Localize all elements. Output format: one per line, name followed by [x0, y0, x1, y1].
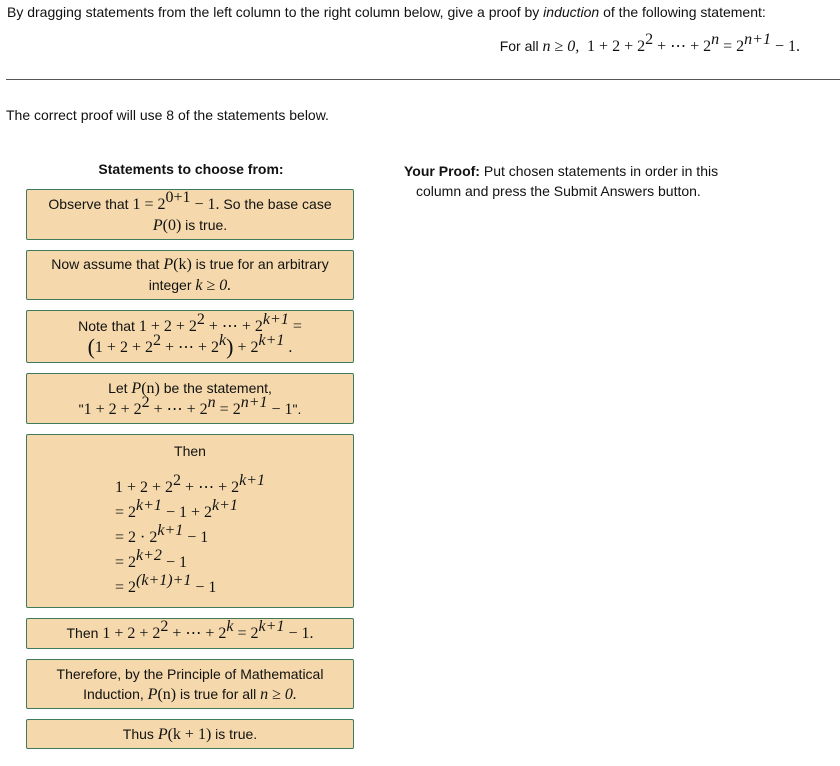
statement-card-conclusion[interactable]: Therefore, by the Principle of Mathematical Induction, P(n) is true for all n ≥ 0.: [26, 659, 354, 709]
theorem-statement: For all n ≥ 0, $1 + 2 + 2^2$ + ⋯ + $2^n = 2^{n+1} - 1$.: [499, 31, 800, 55]
instructions: [7, 4, 766, 20]
proof-heading-line2: column and press the Submit Answers button.: [416, 183, 701, 199]
proof-heading: Your Proof: Put chosen statements in order in this: [404, 163, 719, 179]
instructions-text-end: of the following statement:: [599, 4, 766, 20]
statement-card-computation[interactable]: [26, 434, 354, 608]
statement-card-base-case[interactable]: Observe that $1 = 2^{0+1} - 1$. So the base case P(0) is true.: [26, 189, 354, 240]
computation-title: Then: [174, 443, 206, 459]
divider: [6, 79, 840, 80]
instructions-text: By dragging statements from the left column to the right column below, give a proof by: [7, 4, 544, 20]
instructions-emphasis: induction: [543, 4, 600, 20]
statement-card-thus-pk1[interactable]: Thus P(k + 1) is true.: [26, 719, 354, 749]
choices-heading: Statements to choose from:: [98, 161, 284, 177]
statement-card-assume[interactable]: Now assume that P(k) is true for an arbitrary integer k ≥ 0.: [26, 250, 354, 300]
statement-card-note-split[interactable]: Note that $1 + 2 + 2^2$ + ⋯ + $2^{k+1}$ = ($1 + 2 + 2^2$ + ⋯ + $2^k) + 2^{k+1}$ .: [26, 310, 354, 363]
computation-steps: $1 + 2 + 2^2$ + ⋯ + $2^{k+1}$ = $2^{k+1} - 1 + 2^{k+1}$ = $2 \cdot 2^{k+1} - 1$ = $2^{k+2} - 1$ = $2^{(k+1)+1} - 1$: [115, 472, 265, 596]
statement-card-then-sum[interactable]: Then $1 + 2 + 2^2$ + ⋯ + $2^k = 2^{k+1} - 1$.: [26, 618, 354, 649]
proof-drop-zone[interactable]: [404, 161, 734, 201]
statement-card-define-p[interactable]: Let P(n) be the statement, "$1 + 2 + 2^2$ + ⋯ + $2^n = 2^{n+1} - 1$".: [26, 373, 354, 424]
statement-count-note: The correct proof will use 8 of the statements below.: [6, 107, 329, 123]
